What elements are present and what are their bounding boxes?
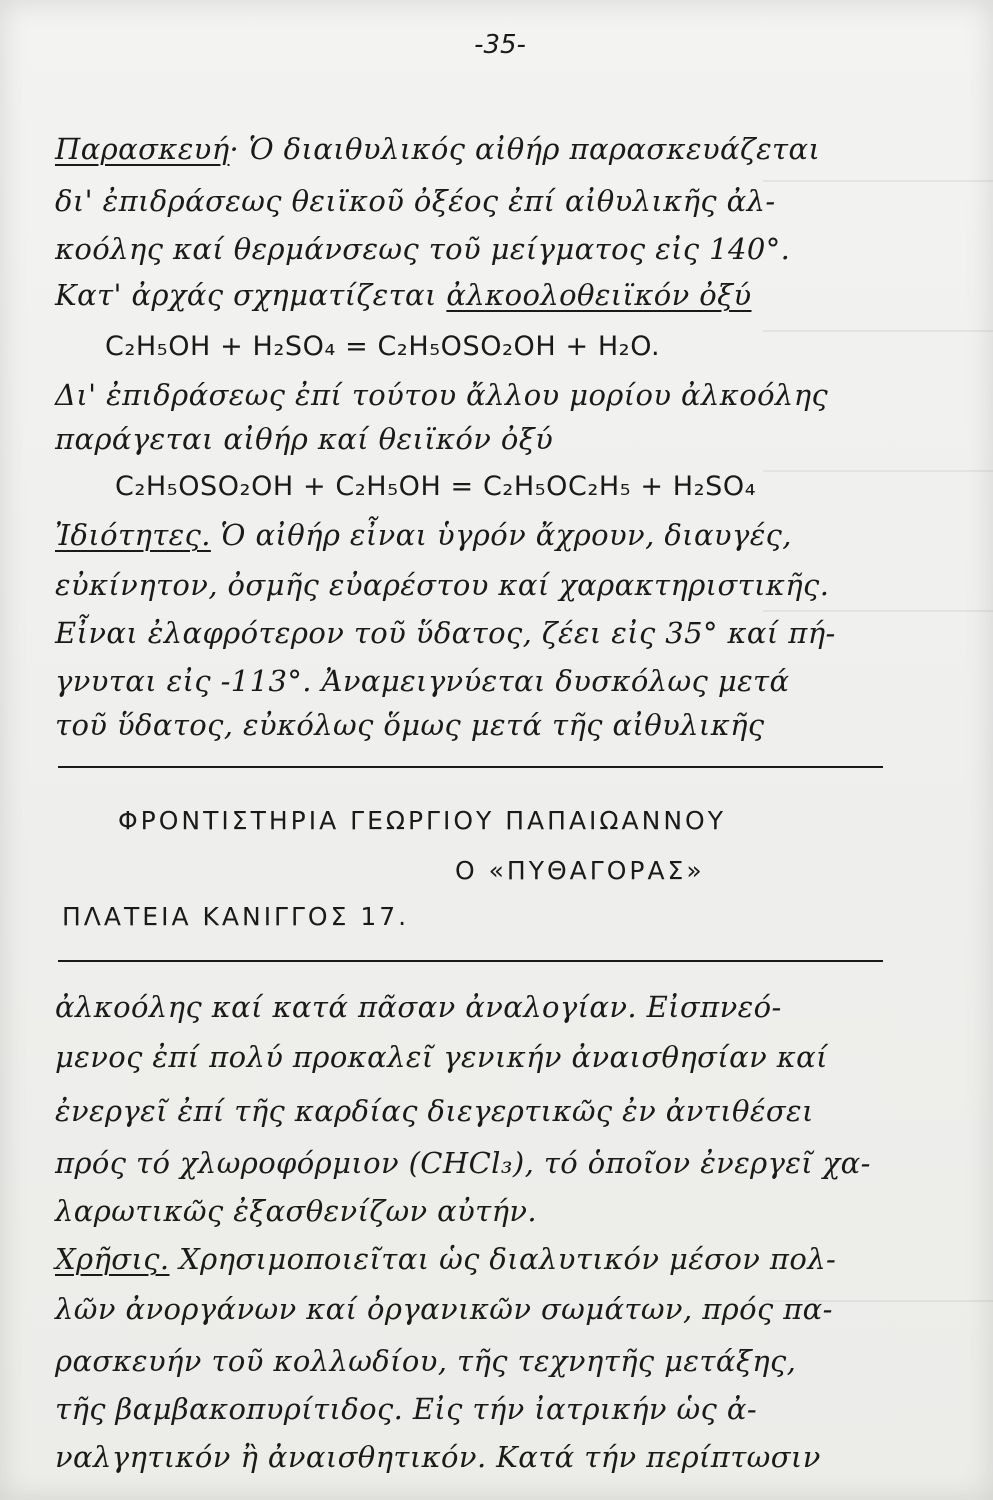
page-number: -35- (474, 30, 526, 60)
stamp-school-name: ΦΡΟΝΤΙΣΤΗΡΙΑ ΓΕΩΡΓΙΟΥ ΠΑΠΑΙΩΑΝΝΟΥ (118, 806, 726, 835)
text-line-21: ρασκευήν τοῦ κολλωδίου, τῆς τεχνητῆς μετάξης, (55, 1344, 797, 1378)
text-line-7: παράγεται αἰθήρ καί θειϊκόν ὀξύ (55, 422, 554, 456)
text-line-17: πρός τό χλωροφόρμιον (CHCl₃), τό ὁποῖον ἐνεργεῖ χα- (55, 1146, 871, 1180)
text-line-20: λῶν ἀνοργάνων καί ὀργανικῶν σωμάτων, πρός πα- (55, 1292, 833, 1326)
text-line-4 (55, 278, 945, 312)
section-heading-use: Χρῆσις. (55, 1242, 170, 1276)
bleed-through-mark (763, 1300, 993, 1302)
text-line-6: Δι' ἐπιδράσεως ἐπί τούτου ἄλλου μορίου ἀλκοόλης (55, 378, 829, 412)
text-line-11: Εἶναι ἐλαφρότερον τοῦ ὕδατος, ζέει εἰς 35° καί πή- (55, 616, 836, 650)
bleed-through-mark (763, 180, 993, 182)
text-line-18: λαρωτικῶς ἐξασθενίζων αὐτήν. (55, 1194, 538, 1228)
stamp-bottom-rule (58, 960, 883, 962)
text-line-1-body: · Ὁ διαιθυλικός αἰθήρ παρασκευάζεται (229, 132, 821, 166)
text-line-14: ἀλκοόλης καί κατά πᾶσαν ἀναλογίαν. Εἰσπνεό- (55, 990, 782, 1024)
text-line-9 (55, 518, 945, 552)
bleed-through-mark (763, 330, 993, 332)
chemical-equation-2: C₂H₅OSO₂OH + C₂H₅OH = C₂H₅OC₂H₅ + H₂SO₄ (115, 471, 757, 502)
text-line-19 (55, 1242, 945, 1276)
stamp-school-title: Ο «ΠΥΘΑΓΟΡΑΣ» (455, 856, 705, 885)
stamp-top-rule (58, 766, 883, 768)
bleed-through-mark (763, 610, 993, 612)
text-line-16: ἐνεργεῖ ἐπί τῆς καρδίας διεγερτικῶς ἐν ἀντιθέσει (55, 1094, 814, 1128)
text-line-23: ναλγητικόν ἢ ἀναισθητικόν. Κατά τήν περίπτωσιν (55, 1440, 821, 1474)
text-line-4-body: Κατ' ἀρχάς σχηματίζεται (55, 278, 447, 312)
text-line-2: δι' ἐπιδράσεως θειϊκοῦ ὀξέος ἐπί αἰθυλικῆς ἀλ- (55, 184, 776, 218)
underlined-term: ἀλκοολοθειϊκόν ὀξύ (446, 278, 752, 312)
text-line-1 (55, 132, 945, 166)
text-line-9-body: Ὁ αἰθήρ εἶναι ὑγρόν ἄχρουν, διαυγές, (210, 518, 792, 552)
section-heading-preparation: Παρασκευή (55, 132, 230, 166)
text-line-15: μενος ἐπί πολύ προκαλεῖ γενικήν ἀναισθησίαν καί (55, 1040, 828, 1074)
text-line-22: τῆς βαμβακοπυρίτιδος. Εἰς τήν ἰατρικήν ὡς ἀ- (55, 1392, 758, 1426)
text-line-19-body: Χρησιμοποιεῖται ὡς διαλυτικόν μέσον πολ- (169, 1242, 837, 1276)
chemical-equation-1: C₂H₅OH + H₂SO₄ = C₂H₅OSO₂OH + H₂O. (105, 331, 661, 362)
text-line-3: κοόλης καί θερμάνσεως τοῦ μείγματος εἰς 140°. (55, 232, 791, 266)
section-heading-properties: Ἰδιότητες. (55, 518, 211, 552)
text-line-12: γνυται εἰς -113°. Ἀναμειγνύεται δυσκόλως μετά (55, 664, 790, 698)
stamp-address: ΠΛΑΤΕΙΑ ΚΑΝΙΓΓΟΣ 17. (62, 902, 410, 931)
bleed-through-mark (763, 470, 993, 472)
text-line-10: εὐκίνητον, ὀσμῆς εὐαρέστου καί χαρακτηριστικῆς. (55, 568, 830, 602)
text-line-13: τοῦ ὕδατος, εὐκόλως ὅμως μετά τῆς αἰθυλικῆς (55, 708, 765, 742)
